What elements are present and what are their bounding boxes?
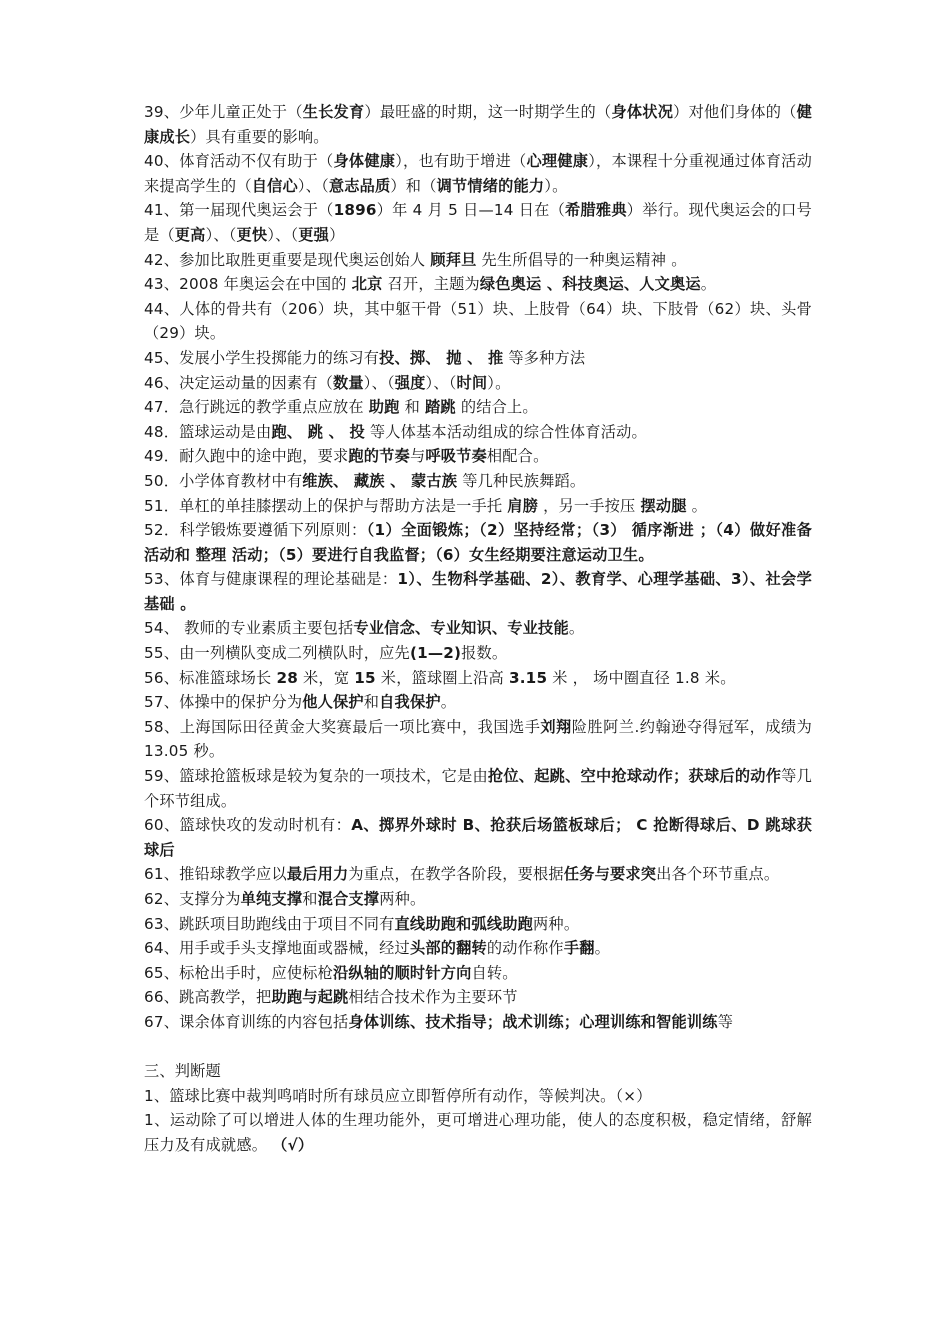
question-text: ）、（ bbox=[297, 176, 329, 195]
answer-text: 维族、 藏族 、 蒙古族 bbox=[302, 471, 458, 490]
answer-text: 自我保护 bbox=[379, 693, 441, 712]
question-text: 与 bbox=[409, 447, 426, 466]
question-item bbox=[144, 641, 812, 666]
answer-text: 身体训练、技术指导；战术训练；心理训练和智能训练 bbox=[348, 1012, 718, 1031]
question-text: 55、由一列横队变成二列横队时，应先 bbox=[144, 644, 410, 663]
question-text: 63、跳跃项目助跑线由于项目不同有 bbox=[144, 914, 395, 933]
question-item bbox=[144, 985, 812, 1010]
answer-text: 1）、生物科学基础、2）、教育学、心理学基础、3）、社会学基础 。 bbox=[144, 570, 812, 613]
question-text: 66、跳高教学，把 bbox=[144, 988, 272, 1007]
fill-in-items bbox=[144, 100, 812, 1035]
answer-text: 单纯支撑 bbox=[240, 890, 303, 908]
answer-text: 强度 bbox=[394, 373, 426, 392]
question-text: ），本课程十分重视通过体育活动来提高学生的（ bbox=[144, 152, 812, 195]
answer-text: 助跑与起跳 bbox=[271, 988, 349, 1007]
answer-text: 健康成长 bbox=[144, 103, 813, 146]
question-text: 和 bbox=[363, 693, 380, 712]
question-text: 56、标准篮球场长 bbox=[144, 668, 277, 687]
question-item bbox=[144, 666, 812, 691]
answer-text: 他人保护 bbox=[302, 693, 364, 712]
question-text: 42、参加比取胜更重要是现代奥运创始人 bbox=[144, 250, 431, 269]
question-text: 58、上海国际田径黄金大奖赛最后一项比赛中，我国选手 bbox=[144, 717, 541, 736]
question-text: 相结合技术作为主要环节 bbox=[348, 988, 518, 1007]
question-text: ）和（ bbox=[390, 176, 437, 195]
question-text: 41、第一届现代奥运会于（ bbox=[144, 201, 334, 220]
blank-line bbox=[144, 1035, 812, 1060]
question-text: 等多种方法 bbox=[503, 348, 586, 367]
answer-text: 意志品质 bbox=[328, 176, 391, 195]
answer-text: 北京 bbox=[351, 275, 383, 294]
question-text: 48．篮球运动是由 bbox=[144, 422, 272, 441]
question-item bbox=[144, 961, 812, 986]
answer-text: 手翻 bbox=[563, 939, 595, 958]
question-text: 47．急行跳远的教学重点应放在 bbox=[144, 398, 369, 417]
answer-text: 肩膀 bbox=[507, 496, 539, 515]
question-text: 报数。 bbox=[461, 644, 508, 663]
answer-text: 抢位、起跳、空中抢球动作；获球后的动作 bbox=[487, 767, 782, 786]
answer-text: 身体健康 bbox=[333, 152, 396, 171]
question-text: ）对他们身体的（ bbox=[673, 103, 797, 121]
question-text: 62、支撑分为 bbox=[144, 890, 241, 908]
question-text: 54、 教师的专业素质主要包括 bbox=[144, 619, 354, 638]
answer-text: 3.15 bbox=[508, 668, 548, 687]
question-text: 米，篮球圈上沿高 bbox=[375, 668, 509, 687]
question-text: 先生所倡导的一种奥运精神 。 bbox=[476, 250, 687, 269]
question-item bbox=[144, 444, 812, 469]
question-text: ）具有重要的影响。 bbox=[190, 127, 329, 146]
answer-text: 调节情绪的能力 bbox=[436, 176, 545, 195]
answer-text: 28 bbox=[276, 668, 299, 687]
question-item bbox=[144, 346, 812, 371]
question-item bbox=[144, 297, 812, 346]
answer-text: 刘翔 bbox=[540, 717, 572, 736]
question-item bbox=[144, 764, 812, 813]
answer-text: 更高 bbox=[174, 225, 206, 244]
question-text: ），也有助于增进（ bbox=[395, 152, 527, 171]
question-text: 60、篮球快攻的发动时机有： bbox=[144, 816, 352, 835]
question-text: 险胜阿兰.约翰逊夺得冠军，成绩为 13.05 秒。 bbox=[144, 717, 812, 761]
question-item bbox=[144, 936, 812, 961]
question-item bbox=[144, 715, 812, 764]
question-text: 44、人体的骨共有（206）块，其中躯干骨（51）块、上肢骨（64）块、下肢骨（62）块、头骨（29）块。 bbox=[144, 299, 812, 343]
question-item bbox=[144, 469, 812, 494]
question-item bbox=[144, 149, 812, 198]
question-text: 。 bbox=[686, 496, 708, 515]
question-text: ）最旺盛的时期，这一时期学生的（ bbox=[364, 103, 612, 121]
question-text: 46、决定运动量的因素有（ bbox=[144, 373, 333, 392]
question-text: 两种。 bbox=[379, 890, 426, 908]
section-title: 三、判断题 bbox=[144, 1062, 221, 1081]
question-item bbox=[144, 518, 812, 567]
answer-text: 生长发育 bbox=[302, 103, 365, 121]
answer-text: 专业信念、专业知识、专业技能 bbox=[353, 619, 569, 638]
answer-text: 更快 bbox=[236, 225, 268, 244]
question-text: 和 bbox=[302, 890, 318, 908]
question-text: 等人体基本活动组成的综合性体育活动。 bbox=[364, 422, 647, 441]
question-text: 1、篮球比赛中裁判鸣哨时所有球员应立即暂停所有动作，等候判决。（×） bbox=[144, 1086, 652, 1105]
question-text: 等几种民族舞蹈。 bbox=[457, 471, 586, 490]
answer-text: 跑、 跳 、 投 bbox=[271, 422, 365, 441]
question-text: 52．科学锻炼要遵循下列原则： bbox=[144, 521, 367, 540]
question-item bbox=[144, 198, 812, 247]
question-text: 43、2008 年奥运会在中国的 bbox=[144, 275, 352, 294]
question-text: 64、用手或手头支撑地面或器械，经过 bbox=[144, 939, 410, 958]
answer-text: 混合支撑 bbox=[317, 890, 380, 908]
question-text: 的结合上。 bbox=[455, 398, 538, 417]
answer-text: 身体状况 bbox=[611, 103, 674, 121]
question-text: 51．单杠的单挂膝摆动上的保护与帮助方法是一手托 bbox=[144, 496, 508, 515]
question-text: 53、体育与健康课程的理论基础是： bbox=[144, 570, 398, 589]
question-text: 的动作称作 bbox=[486, 939, 564, 958]
question-text: ） bbox=[329, 225, 345, 244]
answer-text: A、掷界外球时 B、抢获后场篮板球后； C 抢断得球后、D 跳球获球后 bbox=[144, 816, 812, 859]
answer-text: 15 bbox=[354, 668, 376, 687]
question-text: ，另一手按压 bbox=[538, 496, 641, 515]
answer-text: 头部的翻转 bbox=[409, 939, 487, 958]
question-text: 67、课余体育训练的内容包括 bbox=[144, 1012, 349, 1031]
answer-text: （1）全面锻炼；（2）坚持经常；（3） 循序渐进 ；（4）做好准备活动和 整理 活动；（5）要进行自我监督；（6）女生经期要注意运动卫生。 bbox=[144, 521, 813, 564]
question-text: 和 bbox=[399, 398, 426, 417]
answer-text: 摆动腿 bbox=[640, 496, 687, 515]
answer-text: 顾拜旦 bbox=[430, 250, 477, 269]
question-item bbox=[144, 813, 812, 862]
question-text: 。 bbox=[568, 619, 585, 638]
question-item bbox=[144, 912, 812, 937]
answer-text: 1896 bbox=[333, 201, 377, 220]
question-text: ）、（ bbox=[267, 225, 299, 244]
question-item bbox=[144, 371, 812, 396]
answer-text: 最后用力 bbox=[286, 865, 349, 884]
question-text: 49．耐久跑中的途中跑，要求 bbox=[144, 447, 349, 466]
question-text: 等 bbox=[717, 1012, 734, 1031]
answer-text: 投、掷、 抛 、 推 bbox=[379, 348, 504, 367]
answer-text: 跑的节奏 bbox=[348, 447, 410, 466]
question-item bbox=[144, 567, 812, 616]
answer-text: 助跑 bbox=[368, 398, 400, 417]
question-text: 为重点，在教学各阶段，要根据 bbox=[348, 865, 564, 884]
answer-text: 心理健康 bbox=[526, 152, 589, 171]
question-item bbox=[144, 100, 812, 149]
answer-text: 时间 bbox=[456, 373, 488, 392]
question-text: 米，宽 bbox=[298, 668, 355, 687]
question-item bbox=[144, 887, 812, 912]
question-text: 57、体操中的保护分为 bbox=[144, 693, 303, 712]
question-text: 两种。 bbox=[533, 914, 580, 933]
question-item bbox=[144, 494, 812, 519]
question-item bbox=[144, 616, 812, 641]
question-item bbox=[144, 248, 812, 273]
answer-text: 呼吸节奏 bbox=[425, 447, 487, 466]
answer-text: 数量 bbox=[333, 373, 364, 392]
question-text: ）年 4 月 5 日—14 日在（ bbox=[376, 201, 566, 220]
question-text: ）。 bbox=[487, 373, 511, 392]
question-text: ）举行。现代奥运会的口号是（ bbox=[144, 201, 812, 244]
question-item bbox=[144, 420, 812, 445]
answer-text: 踏跳 bbox=[425, 398, 456, 417]
question-text: ）。 bbox=[544, 176, 568, 195]
question-text: ）、（ bbox=[425, 373, 457, 392]
answer-text: 自信心 bbox=[251, 176, 298, 195]
question-text: 1、运动除了可以增进人体的生理功能外，更可增进心理功能，使人的态度积极，稳定情绪，舒解压力及有成就感。 bbox=[144, 1111, 812, 1154]
question-text: 65、标枪出手时，应使标枪 bbox=[144, 963, 333, 982]
question-text: 。 bbox=[594, 939, 610, 958]
question-text: 等几个环节组成。 bbox=[144, 767, 812, 810]
question-text: 。 bbox=[440, 693, 457, 712]
question-text: 40、体育活动不仅有助于（ bbox=[144, 152, 334, 171]
answer-text: 更强 bbox=[298, 225, 330, 244]
answer-text: 希腊雅典 bbox=[565, 201, 627, 220]
question-item bbox=[144, 1010, 812, 1035]
question-text: 自转。 bbox=[471, 963, 518, 982]
question-text: 出各个环节重点。 bbox=[656, 865, 780, 884]
answer-text: 任务与要求突 bbox=[563, 865, 657, 884]
question-item bbox=[144, 862, 812, 887]
question-text: 米 ， 场中圈直径 1.8 米。 bbox=[547, 668, 736, 687]
question-text: 召开，主题为 bbox=[382, 275, 480, 294]
question-text: 59、篮球抢篮板球是较为复杂的一项技术，它是由 bbox=[144, 767, 488, 786]
question-item bbox=[144, 395, 812, 420]
question-text: 39、少年儿童正处于（ bbox=[144, 103, 303, 121]
judgement-items bbox=[144, 1084, 812, 1158]
answer-text: 直线助跑和弧线助跑 bbox=[394, 914, 534, 933]
judgement-item bbox=[144, 1108, 812, 1157]
answer-text: (1—2) bbox=[409, 644, 462, 663]
question-item bbox=[144, 690, 812, 715]
question-text: 相配合。 bbox=[486, 447, 549, 466]
answer-text: （√） bbox=[272, 1135, 314, 1154]
answer-text: 绿色奥运 、科技奥运、人文奥运 bbox=[479, 275, 701, 294]
document-page bbox=[144, 100, 812, 1158]
question-text: 45、发展小学生投掷能力的练习有 bbox=[144, 348, 380, 367]
question-text: 61、推铅球教学应以 bbox=[144, 865, 287, 884]
question-text: ）、（ bbox=[363, 373, 395, 392]
answer-text: 沿纵轴的顺时针方向 bbox=[333, 963, 472, 982]
question-text: ）、（ bbox=[205, 225, 237, 244]
question-text: 。 bbox=[700, 275, 717, 294]
question-item bbox=[144, 272, 812, 297]
judgement-item bbox=[144, 1084, 812, 1109]
question-text: 50．小学体育教材中有 bbox=[144, 471, 303, 490]
